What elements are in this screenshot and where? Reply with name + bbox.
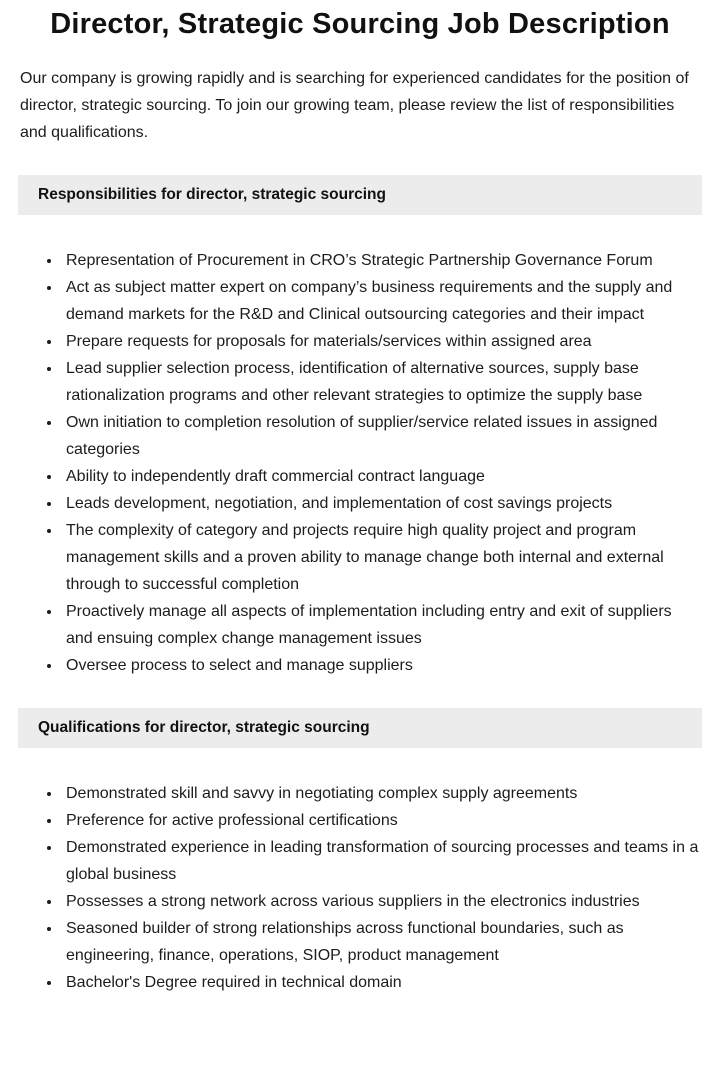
bullet-item: • Oversee process to select and manage suppliers: [62, 652, 700, 679]
bullet-item: • Prepare requests for proposals for materials/services within assigned area: [62, 328, 700, 355]
bullet-item: • Lead supplier selection process, identification of alternative sources, supply base rationalization programs and other relevant strategies to optimize the supply base: [62, 355, 700, 409]
responsibilities-section-header: Responsibilities for director, strategic sourcing: [18, 175, 702, 215]
page-title: Director, Strategic Sourcing Job Description: [50, 8, 670, 40]
section-responsibilities: [20, 175, 700, 679]
bullet-item: • Demonstrated skill and savvy in negotiating complex supply agreements: [62, 780, 700, 807]
bullet-item: • Possesses a strong network across various suppliers in the electronics industries: [62, 888, 700, 915]
bullet-item: • The complexity of category and projects require high quality project and program management skills and a proven ability to manage change both internal and external through to successful completion: [62, 517, 700, 598]
qualifications-list: [20, 780, 700, 996]
bullet-item: • Demonstrated experience in leading transformation of sourcing processes and teams in a global business: [62, 834, 700, 888]
bullet-item: • Leads development, negotiation, and implementation of cost savings projects: [62, 490, 700, 517]
bullet-item: • Act as subject matter expert on company’s business requirements and the supply and demand markets for the R&D and Clinical outsourcing categories and their impact: [62, 274, 700, 328]
bullet-item: • Bachelor's Degree required in technical domain: [62, 969, 700, 996]
bullet-item: • Representation of Procurement in CRO’s Strategic Partnership Governance Forum: [62, 247, 700, 274]
bullet-item: • Proactively manage all aspects of implementation including entry and exit of suppliers and ensuing complex change management issues: [62, 598, 700, 652]
bullet-item: • Seasoned builder of strong relationships across functional boundaries, such as engineering, finance, operations, SIOP, product management: [62, 915, 700, 969]
bullet-item: • Ability to independently draft commercial contract language: [62, 463, 700, 490]
intro-paragraph: Our company is growing rapidly and is searching for experienced candidates for the position of director, strategic sourcing. To join our growing team, please review the list of responsibilities and qualifications.: [20, 70, 689, 141]
section-qualifications: [20, 708, 700, 996]
bullet-item: • Own initiation to completion resolution of supplier/service related issues in assigned categories: [62, 409, 700, 463]
bullet-item: • Preference for active professional certifications: [62, 807, 700, 834]
responsibilities-list: [20, 247, 700, 679]
qualifications-section-header: Qualifications for director, strategic sourcing: [18, 708, 702, 748]
